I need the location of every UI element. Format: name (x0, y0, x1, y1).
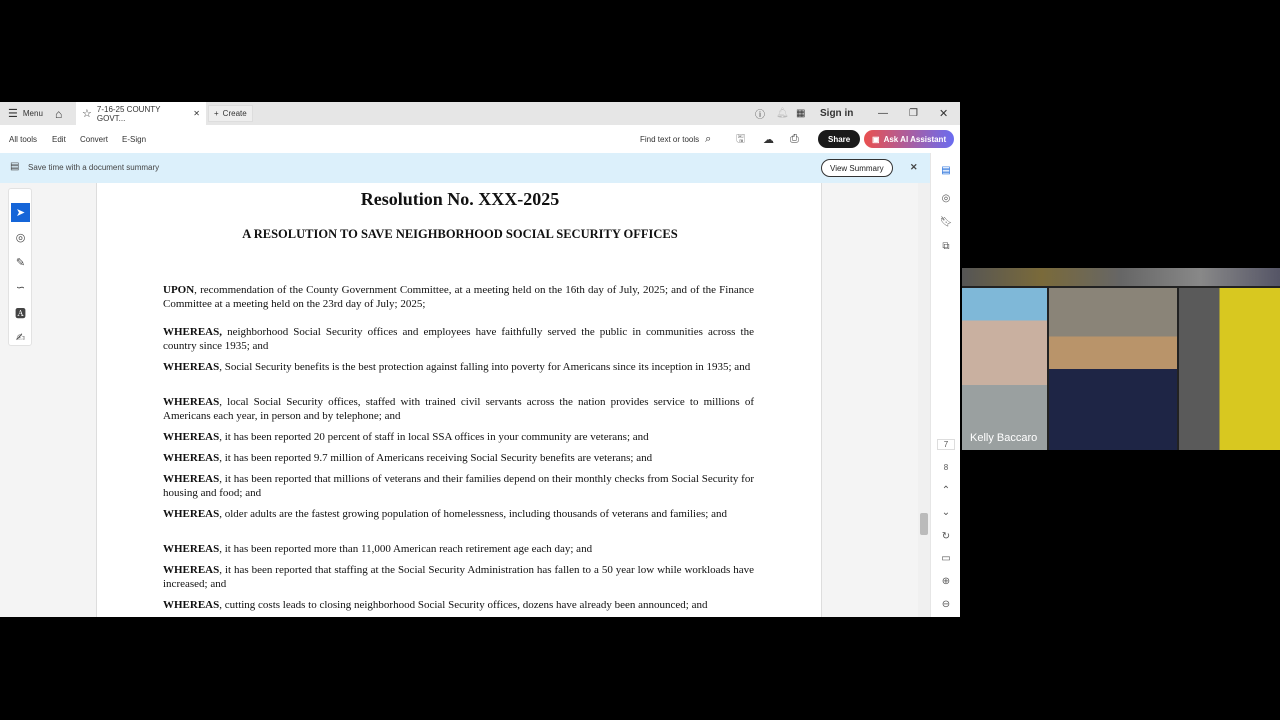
participant-name: Kelly Baccaro (970, 432, 1038, 444)
scrollbar-thumb[interactable] (920, 513, 928, 535)
annotation-toolbar (8, 188, 32, 346)
save-icon[interactable]: 🖫︎ (736, 132, 746, 145)
paragraph-text: , recommendation of the County Government Committee, at a meeting held on the 16th day of July, 2025; and of the Finance Committee at a meeting held on the 23rd day of July; 2025; (163, 284, 754, 310)
paragraph-lead: WHEREAS (163, 361, 220, 373)
paragraph-lead: WHEREAS (163, 396, 220, 408)
paragraph-text: , older adults are the fastest growing population of homelessness, including thousands of veterans and families; and (219, 508, 727, 520)
next-page-icon[interactable]: ⌄ (941, 507, 951, 518)
paragraph-lead: WHEREAS (163, 508, 220, 520)
paragraph-lead: WHEREAS (163, 431, 220, 443)
paragraph-lead: WHEREAS (163, 599, 220, 611)
help-icon[interactable]: ⓘ (755, 110, 765, 121)
resolution-paragraph (163, 472, 754, 500)
paragraph-text: , it has been reported 20 percent of staff in local SSA offices in your community are veterans; and (219, 431, 649, 443)
resolution-paragraph (163, 430, 754, 444)
previous-page-icon[interactable]: ⌃ (941, 485, 951, 496)
paragraph-lead: WHEREAS (163, 543, 220, 555)
page-number-input[interactable]: 7 (937, 439, 955, 450)
menu-button[interactable]: ☰ Menu (8, 108, 43, 120)
restore-button[interactable]: ❐ (909, 108, 918, 119)
paragraph-lead: UPON (163, 284, 195, 296)
plus-icon: + (214, 109, 219, 118)
pages-icon[interactable]: ⧉ (942, 241, 950, 252)
sign-icon[interactable]: ✍︎ (15, 332, 26, 344)
comment-tool-icon[interactable]: ◎ (15, 232, 26, 244)
fit-page-icon[interactable]: ▭ (941, 553, 951, 564)
paragraph-lead: WHEREAS (163, 452, 220, 464)
participant-video-3 (1179, 288, 1280, 450)
resolution-paragraph (163, 325, 754, 353)
toolbar (0, 125, 960, 153)
paragraph-text: , it has been reported more than 11,000 American reach retirement age each day; and (219, 543, 593, 555)
all-tools-menu[interactable]: All tools (9, 134, 38, 144)
resolution-paragraph (163, 598, 754, 612)
paragraph-text: , it has been reported 9.7 million of Americans receiving Social Security benefits are veterans; and (219, 452, 653, 464)
ask-ai-assistant-button[interactable]: ▣ Ask AI Assistant (864, 130, 954, 148)
hamburger-icon: ☰ (8, 108, 18, 120)
ai-chat-icon: ▣ (872, 134, 880, 144)
vertical-scrollbar[interactable] (918, 183, 930, 617)
audience-strip (962, 268, 1280, 286)
participant-video-2 (1049, 288, 1177, 450)
resolution-title: Resolution No. XXX-2025 (360, 189, 560, 209)
paragraph-text: , it has been reported that millions of veterans and their families depend on their monthly checks from Social Security for housing and food; and (163, 473, 754, 499)
zoom-in-icon[interactable]: ⊕ (941, 576, 951, 587)
banner-text: Save time with a document summary (28, 163, 160, 172)
resolution-subtitle: A RESOLUTION TO SAVE NEIGHBORHOOD SOCIAL SECURITY OFFICES (242, 227, 678, 241)
find-tools-button[interactable]: Find text or tools ⌕ (640, 132, 712, 145)
paragraph-lead: WHEREAS (163, 564, 220, 576)
bookmark-icon[interactable]: 🔖︎ (939, 217, 953, 228)
close-window-button[interactable]: ✕ (939, 108, 949, 120)
view-summary-button[interactable]: View Summary (821, 159, 893, 177)
summary-panel-icon[interactable]: ▤ (941, 165, 951, 176)
bell-icon[interactable]: 🔔︎ (776, 108, 789, 119)
create-button[interactable]: + Create (208, 105, 253, 122)
esign-menu[interactable]: E-Sign (122, 134, 147, 144)
close-tab-icon[interactable]: ✕ (193, 109, 200, 118)
print-icon[interactable]: ⎙ (790, 132, 799, 145)
zoom-out-icon[interactable]: ⊖ (941, 599, 951, 610)
participant-video-1 (962, 288, 1047, 450)
total-pages: 8 (943, 463, 949, 472)
sign-in-button[interactable]: Sign in (820, 108, 854, 119)
resolution-paragraph (163, 542, 754, 556)
resolution-paragraph (163, 360, 754, 374)
close-banner-icon[interactable]: ✕ (910, 162, 918, 172)
edit-menu[interactable]: Edit (52, 134, 66, 144)
select-tool-icon[interactable]: ➤ (11, 203, 30, 222)
search-icon: ⌕ (705, 132, 712, 145)
highlight-pen-icon[interactable]: ✎ (15, 257, 26, 269)
paragraph-text: neighborhood Social Security offices and employees have faithfully served the public in communities across the country since 1935; and (163, 326, 754, 352)
paragraph-text: , Social Security benefits is the best protection against falling into poverty for Americans since its inception in 1935; and (219, 361, 751, 373)
video-conference-panel (962, 268, 1280, 450)
rotate-icon[interactable]: ↻ (941, 531, 951, 542)
resolution-paragraph (163, 395, 754, 423)
pdf-viewer-window (0, 102, 960, 617)
document-page (96, 183, 822, 617)
summary-banner (0, 153, 960, 183)
paragraph-text: , cutting costs leads to closing neighborhood Social Security offices, dozens have already been announced; and (219, 599, 708, 611)
right-rail (930, 153, 960, 617)
convert-menu[interactable]: Convert (80, 134, 109, 144)
document-tab[interactable]: ☆ 7-16-25 COUNTY GOVT... ✕ (76, 102, 206, 125)
paragraph-lead: WHEREAS (163, 473, 220, 485)
paragraph-text: , it has been reported that staffing at the Social Security Administration has fallen to a 50 year low while workloads have increased; and (163, 564, 754, 590)
apps-icon[interactable]: ▦ (796, 108, 806, 119)
summary-icon: ▤ (10, 161, 20, 172)
comments-icon[interactable]: ◎ (941, 193, 951, 204)
resolution-paragraph (163, 451, 754, 465)
draw-freehand-icon[interactable]: ∽ (15, 282, 26, 294)
resolution-paragraph (163, 507, 754, 521)
paragraph-text: , local Social Security offices, staffed with trained civil servants across the nation provides service to millions of Americans each year, in person and by telephone; and (163, 396, 754, 422)
minimize-button[interactable]: — (878, 108, 888, 119)
tab-bar (0, 102, 960, 125)
star-icon[interactable]: ☆ (82, 108, 92, 120)
paragraph-lead: WHEREAS, (163, 326, 222, 338)
upload-cloud-icon[interactable]: ☁ (763, 133, 774, 146)
share-button[interactable]: Share (818, 130, 860, 148)
resolution-paragraph (163, 283, 754, 311)
resolution-paragraph (163, 563, 754, 591)
text-box-icon[interactable]: 🅰︎ (15, 307, 26, 320)
home-icon[interactable]: ⌂ (55, 106, 63, 121)
